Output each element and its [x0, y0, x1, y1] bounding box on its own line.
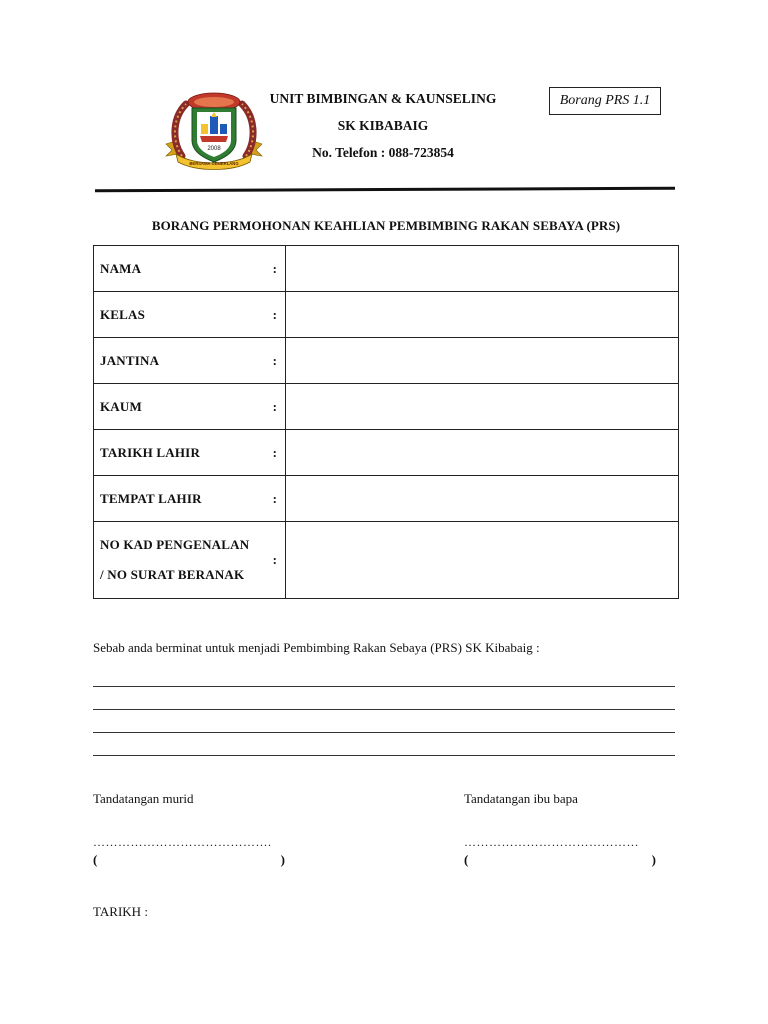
field-label-cell [94, 292, 286, 338]
header-divider [95, 187, 675, 193]
field-label: KAUM [100, 398, 142, 414]
field-label-line-2: / NO SURAT BERANAK [100, 567, 245, 582]
field-label-cell [94, 338, 286, 384]
kaum-input-cell[interactable] [286, 384, 679, 430]
field-label-line-1: NO KAD PENGENALAN [100, 537, 250, 552]
field-row-tempat-lahir [94, 476, 679, 522]
school-name: SK KIBABAIG [337, 118, 429, 133]
field-colon: : [272, 260, 277, 276]
field-colon: : [272, 352, 277, 368]
field-colon: : [272, 444, 277, 460]
form-code-box: Borang PRS 1.1 [549, 87, 661, 115]
parent-signature-line[interactable]: …………………………………… [464, 835, 639, 849]
kelas-input-cell[interactable] [286, 292, 679, 338]
field-label-cell [94, 384, 286, 430]
field-colon: : [272, 306, 277, 322]
tarikh-lahir-input-cell[interactable] [286, 430, 679, 476]
paren-close: ) [280, 852, 285, 867]
field-row-jantina [94, 338, 679, 384]
svg-text:2008: 2008 [207, 146, 221, 152]
parent-name-brackets[interactable] [464, 852, 656, 868]
school-phone: No. Telefon : 088-723854 [312, 145, 454, 160]
paren-open: ( [93, 852, 98, 867]
field-label: NAMA [100, 260, 142, 276]
paren-close: ) [651, 852, 656, 867]
field-label-cell [94, 430, 286, 476]
reason-prompt: Sebab anda berminat untuk menjadi Pembimbing Rakan Sebaya (PRS) SK Kibabaig : [93, 640, 540, 655]
field-label: TARIKH LAHIR [100, 444, 201, 460]
field-colon: : [272, 552, 277, 567]
kad-pengenalan-input-cell[interactable] [286, 522, 679, 599]
field-row-nama [94, 246, 679, 292]
unit-name: UNIT BIMBINGAN & KAUNSELING [269, 91, 497, 106]
student-signature-label: Tandatangan murid [93, 791, 194, 806]
svg-text:BERSAMA CEMERLANG: BERSAMA CEMERLANG [189, 161, 239, 166]
field-label [100, 530, 249, 590]
student-signature-line[interactable]: ……………………………………. [93, 835, 272, 849]
application-form-table [93, 245, 679, 599]
nama-input-cell[interactable] [286, 246, 679, 292]
jantina-input-cell[interactable] [286, 338, 679, 384]
reason-line-3[interactable] [93, 732, 675, 733]
field-label-cell [94, 246, 286, 292]
field-colon: : [272, 490, 277, 506]
field-label: KELAS [100, 306, 146, 322]
paren-open: ( [464, 852, 469, 867]
field-label-cell [94, 476, 286, 522]
field-row-tarikh-lahir [94, 430, 679, 476]
field-row-kelas [94, 292, 679, 338]
student-name-brackets[interactable] [93, 852, 285, 868]
reason-line-4[interactable] [93, 755, 675, 756]
field-colon: : [272, 398, 277, 414]
tempat-lahir-input-cell[interactable] [286, 476, 679, 522]
field-label: JANTINA [100, 352, 160, 368]
field-row-kaum [94, 384, 679, 430]
form-title: BORANG PERMOHONAN KEAHLIAN PEMBIMBING RAKAN SEBAYA (PRS) [151, 218, 621, 233]
field-row-kad-pengenalan [94, 522, 679, 599]
field-label-cell [94, 522, 286, 599]
reason-line-1[interactable] [93, 686, 675, 687]
parent-signature-label: Tandatangan ibu bapa [464, 791, 578, 806]
reason-line-2[interactable] [93, 709, 675, 710]
date-label: TARIKH : [93, 904, 148, 919]
field-label: TEMPAT LAHIR [100, 490, 202, 506]
